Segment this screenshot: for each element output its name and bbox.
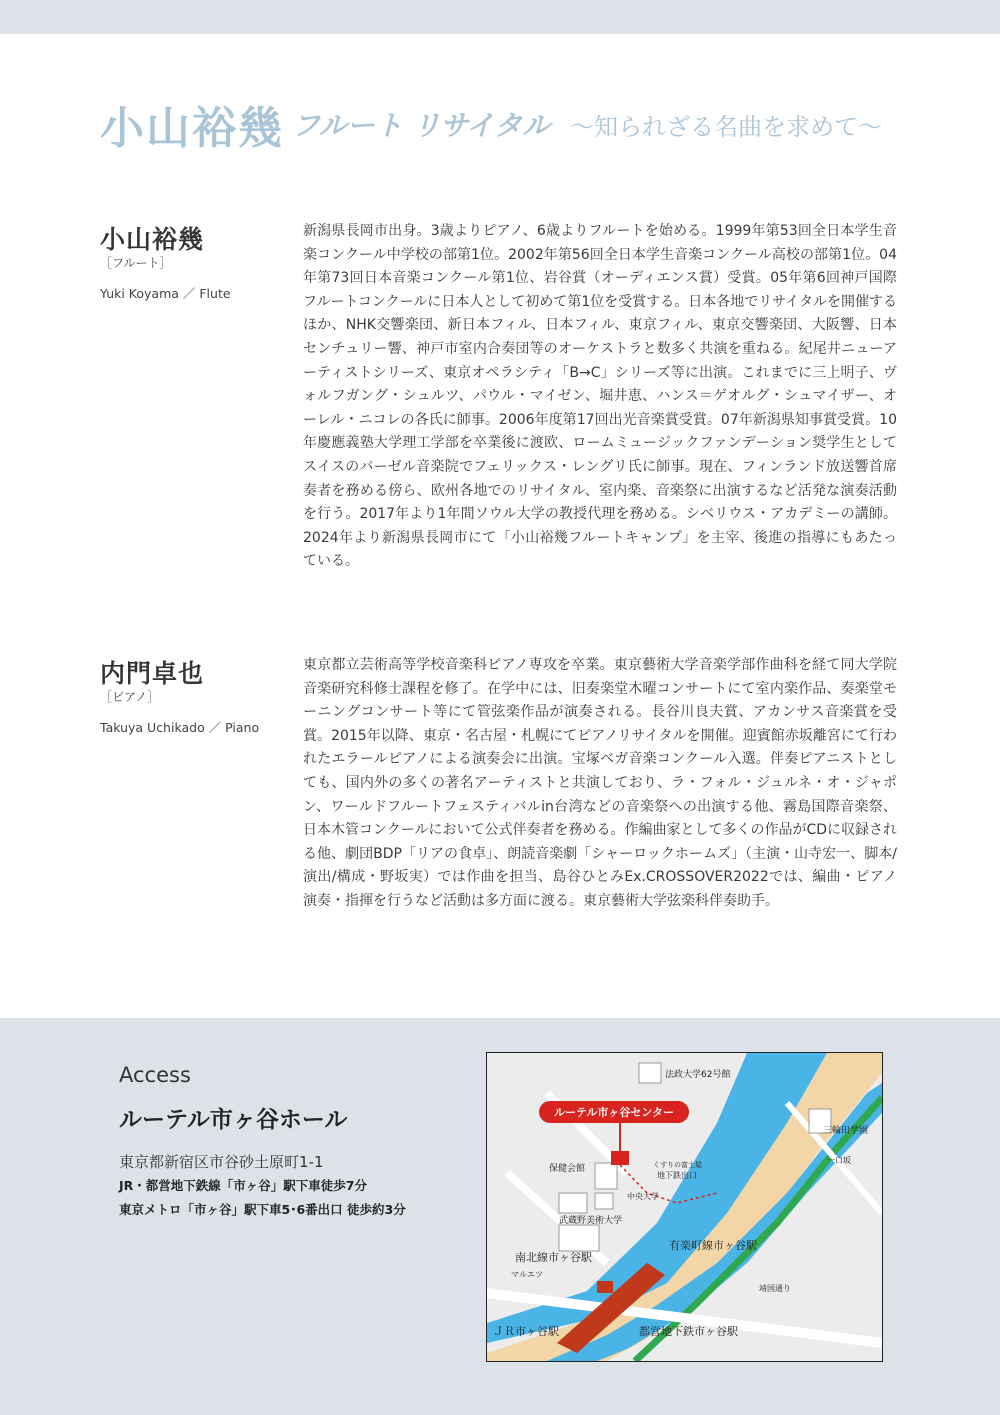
access-map	[486, 1052, 883, 1362]
performer-name: 小山裕幾	[100, 225, 205, 254]
performer-bio: 東京都立芸術高等学校音楽科ピアノ専攻を卒業。東京藝術大学音楽学部作曲科を経て同大学院音楽研究科修士課程を修了。在学中には、旧奏楽堂木曜コンサートにて室内楽作品、奏楽堂モーニングコンサート等にて管弦楽作品が演奏される。長谷川良夫賞、アカンサス音楽賞を受賞。2015年以降、東京・名古屋・札幌にてピアノリサイタルを開催。迎賓館赤坂離宮にて行われたエラールピアノによる演奏会に出演。宝塚ベガ音楽コンクール入選。伴奏ピアニストとしても、国内外の多くの著名アーティストと共演しており、ラ・フォル・ジュルネ・オ・ジャポン、ワールドフルートフェスティバルin台湾などの音楽祭への出演する他、霧島国際音楽祭、日本木管コンクールにおいて公式伴奏者を務める。作編曲家として多くの作品がCDに収録される他、劇団BDP「リアの食卓」、朗読音楽劇「シャーロックホームズ」（主演・山寺宏一、脚本/演出/構成・野坂実）では作曲を担当、島谷ひとみEx.CROSSOVER2022では、編曲・ピアノ演奏・指揮を行うなど活動は多方面に渡る。東京藝術大学弦楽科伴奏助手。	[303, 657, 897, 909]
access-label: Access	[119, 1063, 191, 1087]
access-metro-line: 東京メトロ「市ヶ谷」駅下車5･6番出口 徒歩約3分	[119, 1202, 406, 1217]
venue-name: ルーテル市ヶ谷ホール	[119, 1107, 348, 1133]
performer-bio: 新潟県長岡市出身。3歳よりピアノ、6歳よりフルートを始める。1999年第53回全日本学生音楽コンクール中学校の部第1位。2002年第56回全日本学生音楽コンクール高校の部第1位。04年第73回日本音楽コンクール第1位、岩谷賞（オーディエンス賞）受賞。05年第6回神戸国際フルートコンクールに日本人として初めて第1位を受賞する。日本各地でリサイタルを開催するほか、NHK交響楽団、新日本フィル、日本フィル、東京フィル、東京交響楽団、大阪響、日本センチュリー響、神戸市室内合奏団等のオーケストラと数多く共演を重ねる。紀尾井ニューアーティストシリーズ、東京オペラシティ「B→C」シリーズ等に出演。これまでに三上明子、ヴォルフガング・シュルツ、パウル・マイゼン、堀井恵、ハンス＝ゲオルグ・シュマイザー、オーレル・ニコレの各氏に師事。2006年度第17回出光音楽賞受賞。07年新潟県知事賞受賞。10年慶應義塾大学理工学部を卒業後に渡欧、ロームミュージックファンデーション奨学生としてスイスのバーゼル音楽院でフェリックス・レングリ氏に師事。現在、フィンランド放送響首席奏者を務める傍ら、欧州各地でのリサイタル、室内楽、音楽祭に出演するなど活発な演奏活動を行う。2017年より1年間ソウル大学の教授代理を務める。シベリウス・アカデミーの講師。2024年より新潟県長岡市にて「小山裕幾フルートキャンプ」を主宰、後進の指導にもあたっている。	[303, 223, 897, 570]
building	[595, 1193, 613, 1209]
title-subtitle: 〜知られざる名曲を求めて〜	[570, 112, 883, 141]
performer-role: ［ピアノ］	[100, 690, 160, 704]
label-hosei: 法政大学62号館	[665, 1070, 731, 1080]
label-sanban: 三輪田学園	[823, 1126, 869, 1136]
venue-address: 東京都新宿区市谷砂土原町1-1	[119, 1153, 324, 1171]
performer-english: Takuya Uchikado ／ Piano	[100, 720, 260, 735]
label-nanboku: 南北線市ヶ谷駅	[515, 1251, 592, 1264]
label-kokkai: 保健会館	[549, 1164, 586, 1174]
building	[639, 1063, 661, 1083]
performer-name: 内門卓也	[100, 659, 205, 688]
title-recital: フルート リサイタル	[292, 109, 551, 142]
nanboku-station-mark	[597, 1281, 613, 1293]
building	[595, 1163, 617, 1189]
label-musashino: 武蔵野美術大学	[559, 1216, 623, 1226]
label-chuo: 中央大学	[627, 1192, 659, 1201]
venue-label: ルーテル市ヶ谷センター	[553, 1106, 675, 1119]
building	[559, 1193, 587, 1213]
label-kusuri: くすりの富士屋	[653, 1161, 702, 1169]
page-title	[100, 92, 882, 156]
top-band	[0, 0, 1000, 34]
label-yurakucho: 有楽町線市ヶ谷駅	[669, 1239, 757, 1252]
label-ichigaya: 一口坂	[827, 1156, 851, 1165]
access-jr-line: JR・都営地下鉄線「市ヶ谷」駅下車徒歩7分	[119, 1178, 367, 1193]
building	[559, 1225, 599, 1251]
performer-role: ［フルート］	[100, 256, 172, 270]
venue-mark	[611, 1151, 629, 1165]
performer-english: Yuki Koyama ／ Flute	[100, 286, 231, 301]
label-toei: 都営地下鉄市ヶ谷駅	[639, 1325, 738, 1338]
title-name: 小山裕幾	[100, 103, 284, 154]
label-jr: ＪＲ市ヶ谷駅	[493, 1325, 559, 1338]
label-maruetsu: マルエツ	[511, 1270, 543, 1279]
label-chika: 地下鉄出口	[657, 1171, 697, 1180]
label-yasukuni: 靖国通り	[759, 1284, 791, 1293]
